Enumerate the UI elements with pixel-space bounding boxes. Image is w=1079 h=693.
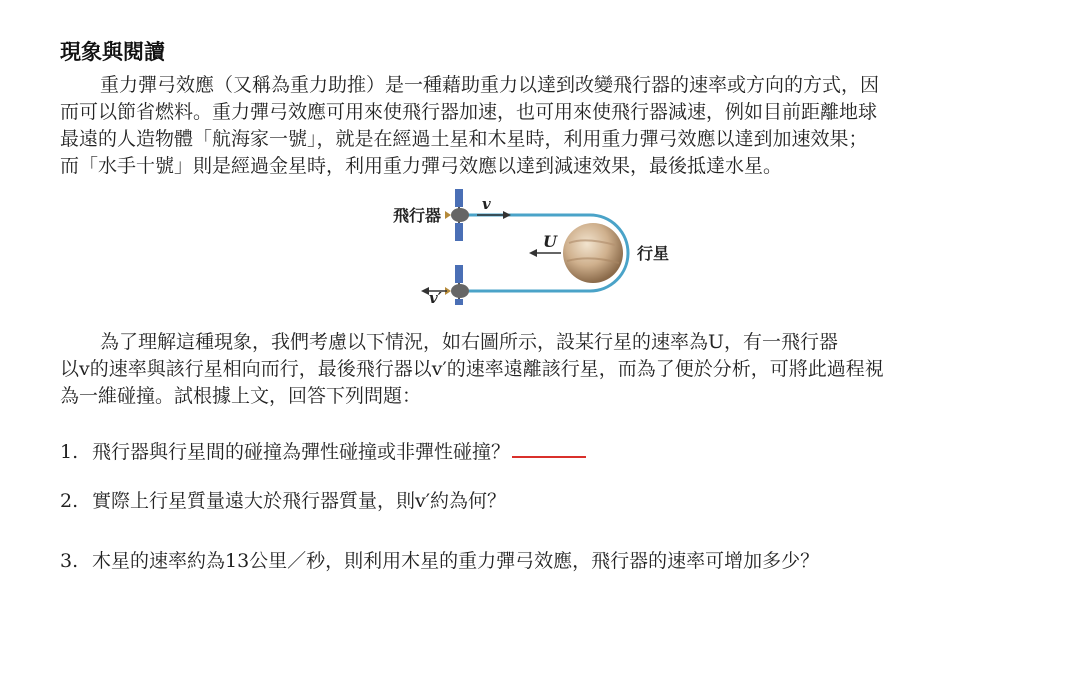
spacecraft-label: 飛行器 xyxy=(393,206,442,225)
spacecraft-top-icon xyxy=(445,189,469,241)
question-number: 1. xyxy=(60,441,79,463)
slingshot-diagram xyxy=(385,185,685,305)
gravity-slingshot-figure xyxy=(385,185,685,305)
paragraph-line: 為了理解這種現象，我們考慮以下情況，如右圖所示，設某行星的速率為U，有一飛行器 xyxy=(100,331,839,353)
question-3 xyxy=(60,546,819,573)
paragraph-line: 而可以節省燃料。重力彈弓效應可用來使飛行器加速，也可用來使飛行器減速，例如目前距離地球 xyxy=(60,101,878,123)
question-number: 2. xyxy=(60,490,79,512)
question-text: 木星的速率約為13公里／秒，則利用木星的重力彈弓效應，飛行器的速率可增加多少？ xyxy=(92,550,820,572)
v-prime-label: v′ xyxy=(429,289,442,305)
question-text: 飛行器與行星間的碰撞為彈性碰撞或非彈性碰撞？ xyxy=(92,441,511,463)
paragraph-line: 為一維碰撞。試根據上文，回答下列問題： xyxy=(60,385,422,407)
question-number: 3. xyxy=(60,550,79,572)
planet-label: 行星 xyxy=(637,244,670,263)
v-arrow-icon xyxy=(503,211,511,219)
paragraph-line: 以v的速率與該行星相向而行，最後飛行器以v′的速率遠離該行星，而為了便於分析，可將此過程視 xyxy=(60,358,884,380)
paragraph-line: 而「水手十號」則是經過金星時，利用重力彈弓效應以達到減速效果，最後抵達水星。 xyxy=(60,155,783,177)
u-label: U xyxy=(543,232,557,251)
u-arrow-icon xyxy=(529,249,537,257)
question-1 xyxy=(60,437,586,464)
intro-paragraph xyxy=(60,72,1015,180)
question-2 xyxy=(60,486,506,513)
paragraph-line: 重力彈弓效應（又稱為重力助推）是一種藉助重力以達到改變飛行器的速率或方向的方式，因 xyxy=(100,74,880,96)
answer-blank[interactable] xyxy=(512,438,586,458)
planet-icon xyxy=(563,223,623,283)
section-heading: 現象與閱讀 xyxy=(60,40,165,64)
paragraph-line: 最遠的人造物體「航海家一號」，就是在經過土星和木星時，利用重力彈弓效應以達到加速效果； xyxy=(60,128,868,150)
v-label: v xyxy=(482,195,491,213)
spacecraft-bottom-icon xyxy=(445,265,469,305)
question-text: 實際上行星質量遠大於飛行器質量，則v′約為何？ xyxy=(92,490,507,512)
scenario-paragraph xyxy=(60,329,1015,410)
v-prime-arrow-icon xyxy=(421,287,429,295)
